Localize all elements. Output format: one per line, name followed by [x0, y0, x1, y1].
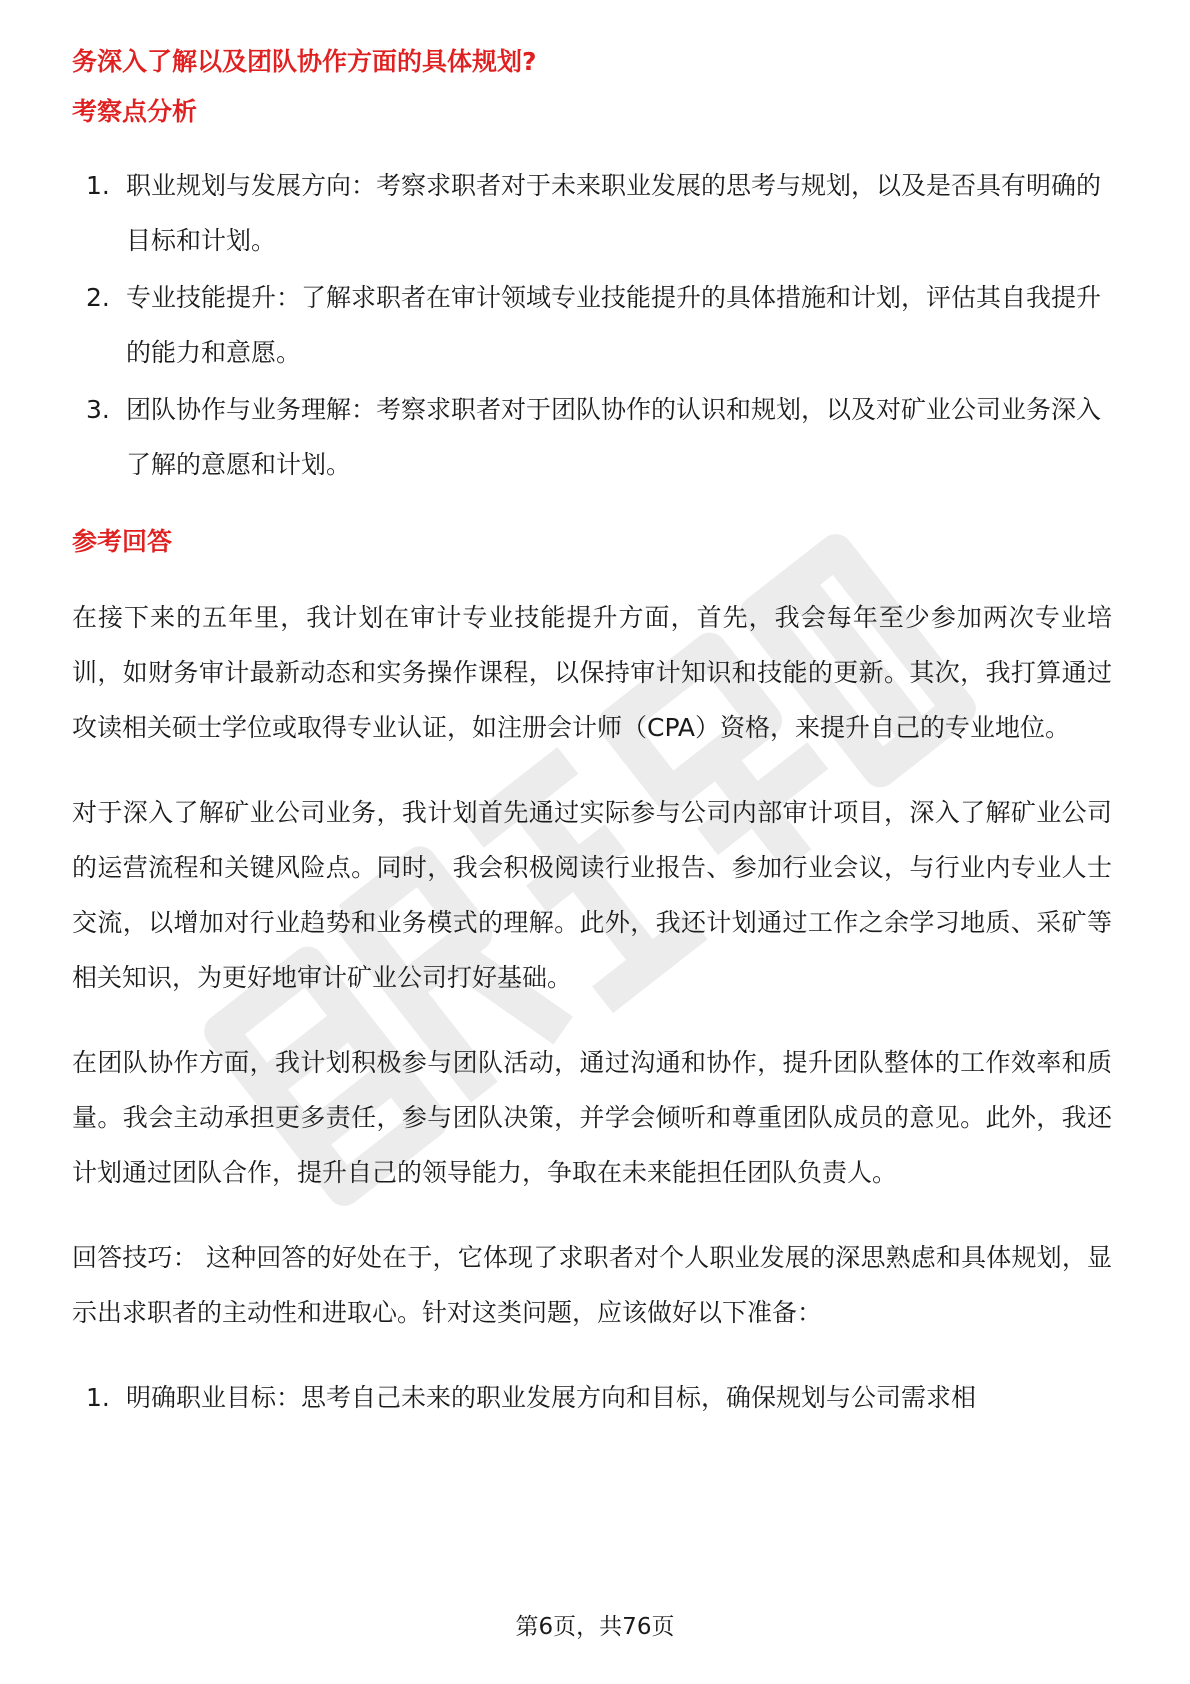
list-item [72, 158, 1112, 268]
page-footer: 第6页，共76页 [515, 1614, 675, 1640]
question-continuation: 务深入了解以及团队协作方面的具体规划? [72, 47, 537, 76]
list-number: 2. [86, 283, 110, 312]
list-text: 职业规划与发展方向：考察求职者对于未来职业发展的思考与规划，以及是否具有明确的目标和计划。 [126, 171, 1102, 255]
page-content [72, 42, 1112, 1427]
list-number: 3. [86, 395, 110, 424]
answer-title: 参考回答 [72, 527, 173, 556]
list-item [72, 270, 1112, 380]
list-number: 1. [86, 171, 110, 200]
answer-tips-paragraph: 回答技巧： 这种回答的好处在于，它体现了求职者对个人职业发展的深思熟虑和具体规划，显示出求职者的主动性和进取心。针对这类问题，应该做好以下准备： [72, 1243, 1112, 1327]
list-item [72, 382, 1112, 492]
list-text: 明确职业目标：思考自己未来的职业发展方向和目标，确保规划与公司需求相 [126, 1383, 977, 1412]
list-item [72, 1370, 1112, 1425]
analysis-title: 考察点分析 [72, 97, 198, 126]
analysis-list [72, 158, 1112, 492]
list-number: 1. [86, 1383, 110, 1412]
answer-paragraph: 在团队协作方面，我计划积极参与团队活动，通过沟通和协作，提升团队整体的工作效率和质量。我会主动承担更多责任，参与团队决策，并学会倾听和尊重团队成员的意见。此外，我还计划通过团队合作，提升自己的领导能力，争取在未来能担任团队负责人。 [72, 1048, 1112, 1187]
answer-paragraph: 在接下来的五年里，我计划在审计专业技能提升方面，首先，我会每年至少参加两次专业培训，如财务审计最新动态和实务操作课程，以保持审计知识和技能的更新。其次，我打算通过攻读相关硕士学位或取得专业认证，如注册会计师（CPA）资格，来提升自己的专业地位。 [72, 603, 1112, 742]
tips-list [72, 1370, 1112, 1425]
list-text: 团队协作与业务理解：考察求职者对于团队协作的认识和规划，以及对矿业公司业务深入了解的意愿和计划。 [126, 395, 1102, 479]
answer-paragraph: 对于深入了解矿业公司业务，我计划首先通过实际参与公司内部审计项目，深入了解矿业公司的运营流程和关键风险点。同时，我会积极阅读行业报告、参加行业会议，与行业内专业人士交流，以增加对行业趋势和业务模式的理解。此外，我还计划通过工作之余学习地质、采矿等相关知识，为更好地审计矿业公司打好基础。 [72, 798, 1112, 992]
list-text: 专业技能提升：了解求职者在审计领域专业技能提升的具体措施和计划，评估其自我提升的能力和意愿。 [126, 283, 1102, 367]
